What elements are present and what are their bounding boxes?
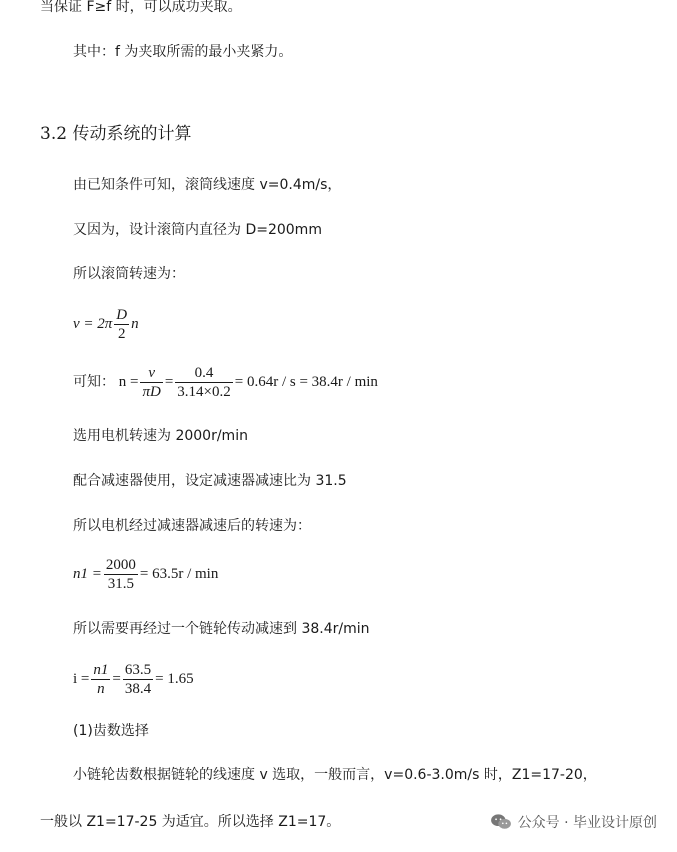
formula-2-rhs: = 0.64r / s = 38.4r / min [234, 373, 378, 390]
text-line-11: (1)齿数选择 [73, 723, 149, 739]
text-line-5: 所以滚筒转速为： [73, 266, 185, 282]
text-line-4: 又因为，设计滚筒内直径为 D=200mm [73, 222, 322, 238]
wechat-icon [490, 813, 512, 831]
formula-2-f1-den: πD [142, 384, 161, 400]
text-line-12: 小链轮齿数根据链轮的线速度 v 选取，一般而言，v=0.6-3.0m/s 时，Z1=17-20， [73, 767, 597, 783]
formula-4-f1-den: n [91, 679, 110, 698]
formula-1-numerator: D [116, 307, 128, 323]
text-line-8: 配合减速器使用，设定减速器减速比为 31.5 [73, 473, 347, 489]
formula-4-f1-num: n1 [93, 662, 109, 678]
formula-3-lhs: n1 = [73, 565, 102, 582]
watermark [490, 812, 657, 832]
formula-2-f2-num: 0.4 [194, 365, 214, 381]
formula-4-fraction-2 [123, 661, 153, 698]
formula-2-eq: = [164, 373, 174, 390]
formula-2-fraction-2 [175, 364, 232, 401]
text-line-3: 由已知条件可知，滚筒线速度 v=0.4m/s， [73, 177, 342, 193]
formula-4-rhs: = 1.65 [155, 670, 194, 687]
formula-3-denominator: 31.5 [104, 574, 138, 593]
formula-1-denominator: 2 [114, 324, 129, 343]
formula-3-fraction [104, 556, 138, 593]
text-line-1: 当保证 F≥f 时，可以成功夹取。 [40, 0, 242, 15]
text-line-7: 选用电机转速为 2000r/min [73, 428, 248, 444]
text-line-2: 其中：f 为夹取所需的最小夹紧力。 [73, 44, 293, 60]
formula-4-f2-num: 63.5 [124, 662, 152, 678]
formula-4-fraction-1 [91, 661, 110, 698]
text-line-9: 所以电机经过减速器减速后的转速为： [73, 518, 311, 534]
formula-4-eq: = [112, 670, 121, 687]
formula-3-rhs: = 63.5r / min [139, 565, 219, 582]
formula-1 [73, 306, 139, 343]
formula-2-f1-num: v [148, 365, 155, 381]
formula-4 [73, 661, 194, 698]
formula-2-lhs: n = [118, 373, 139, 390]
formula-2-f2-den: 3.14×0.2 [177, 384, 231, 400]
formula-1-tail: n [131, 315, 139, 332]
formula-3-numerator: 2000 [105, 557, 136, 573]
formula-4-f2-den: 38.4 [124, 681, 152, 697]
formula-1-fraction [114, 306, 129, 343]
formula-3 [73, 556, 218, 593]
formula-1-lhs: v = 2π [73, 315, 113, 332]
text-line-13: 一般以 Z1=17-25 为适宜。所以选择 Z1=17。 [40, 814, 341, 830]
formula-4-lhs: i = [73, 670, 90, 687]
formula-2-fraction-1 [140, 364, 162, 401]
section-title: 3.2 传动系统的计算 [40, 124, 192, 144]
formula-2 [73, 364, 378, 401]
watermark-text: 公众号 · 毕业设计原创 [517, 815, 657, 831]
formula-2-prefix: 可知： [73, 373, 115, 390]
text-line-10: 所以需要再经过一个链轮传动减速到 38.4r/min [73, 621, 370, 637]
